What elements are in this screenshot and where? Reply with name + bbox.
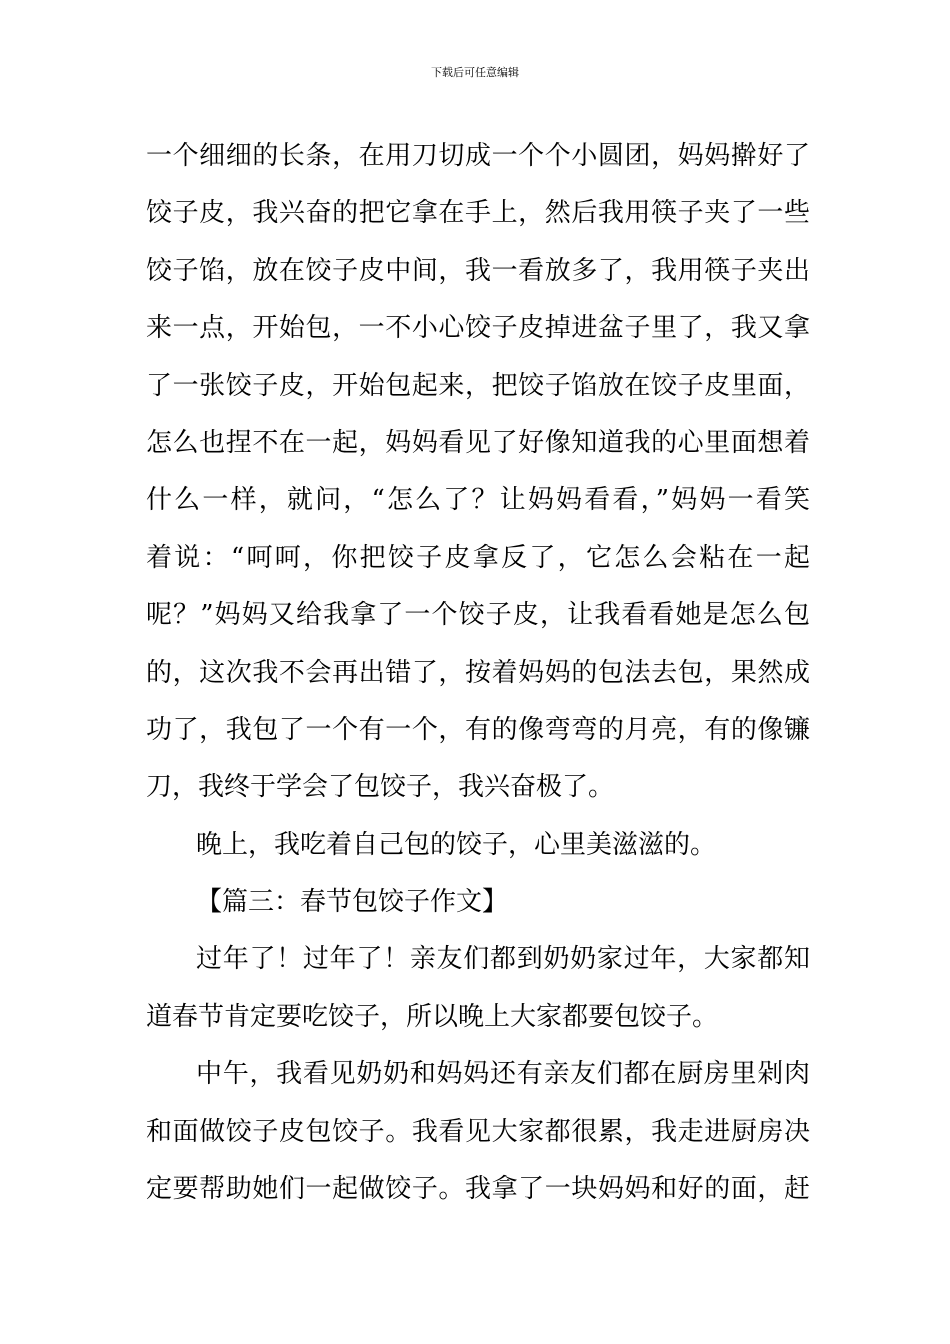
text-line: 定要帮助她们一起做饺子。我拿了一块妈妈和好的面，赶 [146, 1174, 810, 1205]
paragraph-line: 过年了！过年了！亲友们都到奶奶家过年，大家都知 [196, 944, 810, 975]
text-line: 的，这次我不会再出错了，按着妈妈的包法去包，果然成 [146, 657, 810, 688]
text-line: 刀，我终于学会了包饺子，我兴奋极了。 [146, 772, 615, 803]
section-heading: 【篇三：春节包饺子作文】 [196, 887, 509, 918]
paragraph-line: 晚上，我吃着自己包的饺子，心里美滋滋的。 [196, 829, 717, 860]
text-line: 功了，我包了一个有一个，有的像弯弯的月亮，有的像镰 [146, 714, 810, 745]
text-line: 和面做饺子皮包饺子。我看见大家都很累，我走进厨房决 [146, 1116, 810, 1147]
text-line: 了一张饺子皮，开始包起来，把饺子馅放在饺子皮里面， [146, 370, 810, 401]
text-line: 饺子皮，我兴奋的把它拿在手上，然后我用筷子夹了一些 [146, 198, 810, 229]
text-line: 怎么也捏不在一起，妈妈看见了好像知道我的心里面想着 [146, 427, 810, 458]
text-line: 呢？”妈妈又给我拿了一个饺子皮，让我看看她是怎么包 [146, 600, 810, 631]
paragraph-line: 中午，我看见奶奶和妈妈还有亲友们都在厨房里剁肉 [196, 1059, 810, 1090]
document-body [146, 128, 810, 1218]
text-line: 什么一样，就问，“怎么了？让妈妈看看，”妈妈一看笑 [146, 485, 810, 516]
text-line: 来一点，开始包，一不小心饺子皮掉进盆子里了，我又拿 [146, 313, 810, 344]
text-line: 着说：“呵呵，你把饺子皮拿反了，它怎么会粘在一起 [146, 542, 810, 573]
text-line: 一个细细的长条，在用刀切成一个个小圆团，妈妈擀好了 [146, 141, 810, 171]
text-line: 饺子馅，放在饺子皮中间，我一看放多了，我用筷子夹出 [146, 255, 810, 286]
text-line: 道春节肯定要吃饺子，所以晚上大家都要包饺子。 [146, 1001, 719, 1032]
page-header: 下载后可任意编辑 [431, 66, 519, 79]
